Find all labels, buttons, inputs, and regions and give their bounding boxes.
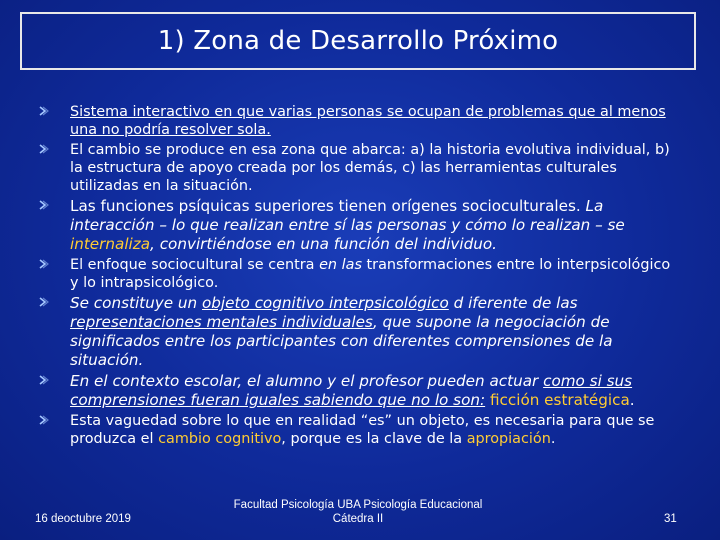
bullet-list: [38, 103, 678, 449]
bullet-text: .: [550, 431, 556, 447]
bullet-item: [38, 141, 678, 195]
bullet-text: en las: [319, 257, 367, 273]
bullet-text: , convirtiéndose en una función del individuo.: [150, 235, 498, 253]
bullet-text: internaliza: [70, 235, 151, 253]
bullet-text: apropiación: [466, 431, 551, 447]
chevron-right-icon: [38, 105, 50, 117]
bullet-text: transformaciones entre lo interpsicológico y lo intrapsicológico.: [70, 257, 671, 291]
bullet-text: cambio cognitivo: [158, 431, 282, 447]
bullet-text: como si sus comprensiones fueran iguales sabiendo que no lo son:: [70, 372, 633, 409]
bullet-text: El enfoque sociocultural se centra: [70, 257, 320, 273]
bullet-text: Sistema interactivo en que varias personas se ocupan de problemas que al menos una no podría resolver sola.: [70, 104, 666, 138]
page-number: 31: [664, 513, 677, 525]
bullet-item: [38, 372, 678, 410]
footer-institution: [220, 498, 496, 526]
bullet-text: d iferente de las: [448, 294, 578, 312]
bullet-text: .: [629, 391, 635, 409]
footer-institution-line2: Cátedra II: [332, 513, 384, 525]
footer-institution-line1: Facultad Psicología UBA Psicología Educacional: [233, 499, 483, 511]
bullet-text: , porque es la clave de la: [281, 431, 467, 447]
bullet-item: [38, 412, 678, 448]
chevron-right-icon: [38, 258, 50, 270]
bullet-text: La interacción – lo que realizan entre sí las personas y cómo lo realizan – se: [70, 197, 625, 234]
bullet-text: Esta vaguedad sobre lo que en realidad “es” un objeto, es necesaria para que se produzca el: [70, 413, 655, 447]
bullet-text: objeto cognitivo interpsicológico: [202, 294, 449, 312]
bullet-text: ficción estratégica: [489, 391, 630, 409]
bullet-text: , que supone la negociación de significados entre los participantes con diferentes comprensiones de la situación.: [70, 313, 613, 369]
chevron-right-icon: [38, 143, 50, 155]
bullet-text: En el contexto escolar, el alumno y el profesor pueden actuar: [70, 372, 544, 390]
title-frame: [20, 12, 696, 70]
bullet-text: representaciones mentales individuales: [70, 313, 373, 331]
bullet-text: El cambio se produce en esa zona que abarca: a) la historia evolutiva individual, b) la estructura de apoyo creada por los demás, c) las herramientas culturales utilizadas en la situación.: [70, 142, 670, 194]
chevron-right-icon: [38, 199, 50, 211]
bullet-text: Se constituye un: [70, 294, 202, 312]
footer-date: 16 deoctubre 2019: [35, 513, 131, 525]
chevron-right-icon: [38, 374, 50, 386]
chevron-right-icon: [38, 296, 50, 308]
bullet-text: Las funciones psíquicas superiores tienen orígenes socioculturales.: [70, 197, 586, 215]
bullet-item: [38, 294, 678, 370]
bullet-item: [38, 197, 678, 254]
chevron-right-icon: [38, 414, 50, 426]
bullet-item: [38, 256, 678, 292]
slide-title: 1) Zona de Desarrollo Próximo: [157, 26, 559, 56]
bullet-item: [38, 103, 678, 139]
